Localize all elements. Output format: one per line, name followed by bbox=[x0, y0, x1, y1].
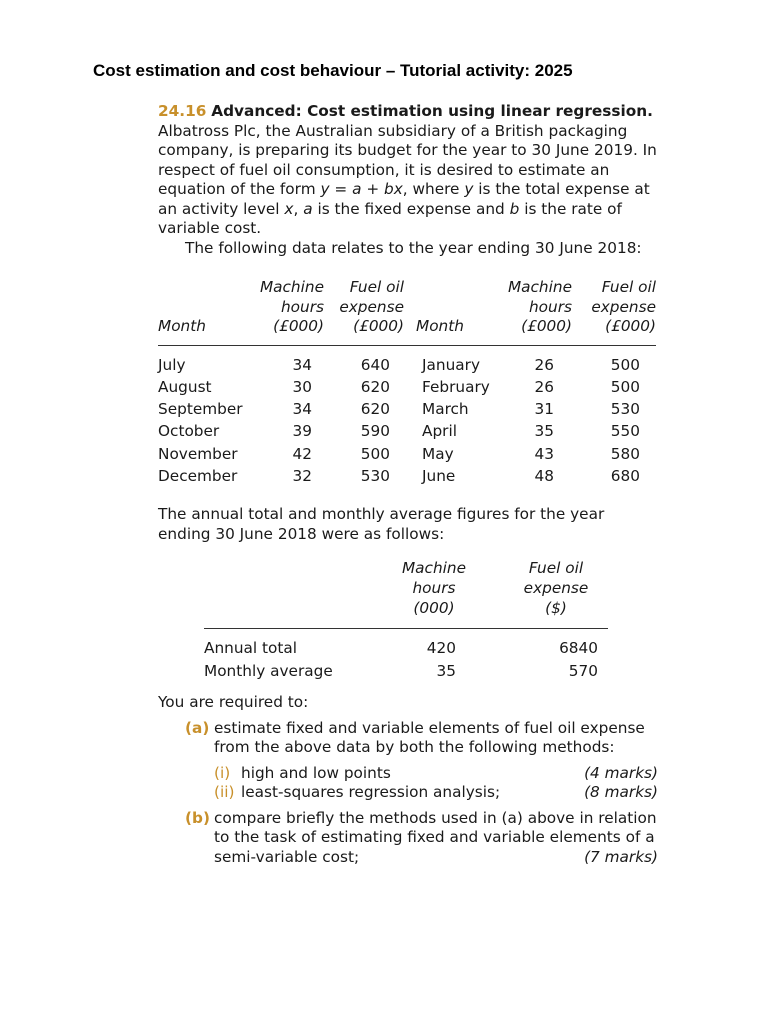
table-cell: March bbox=[422, 400, 469, 419]
col-header-machine-hours bbox=[254, 278, 324, 345]
requirement-b bbox=[185, 809, 658, 868]
table-row bbox=[158, 376, 656, 398]
header-line: hours bbox=[412, 579, 456, 598]
table-row bbox=[158, 420, 656, 442]
eq-part: , bbox=[293, 199, 304, 218]
header-line: (£000) bbox=[273, 317, 324, 335]
header-line: expense bbox=[523, 579, 589, 598]
sub-requirement-line bbox=[241, 783, 658, 803]
table-cell: 31 bbox=[534, 400, 554, 419]
requirement-line bbox=[214, 848, 658, 868]
eq-part: a bbox=[303, 199, 313, 218]
marks-label: (7 marks) bbox=[584, 847, 658, 866]
table-cell: 420 bbox=[426, 639, 456, 658]
sub-requirement-text: high and low points bbox=[241, 763, 391, 782]
table-cell: February bbox=[422, 377, 490, 396]
header-line: ($) bbox=[545, 599, 567, 618]
table-cell: December bbox=[158, 466, 238, 485]
eq-part: = bbox=[329, 180, 353, 198]
table-cell: July bbox=[158, 355, 186, 374]
eq-part: a bbox=[352, 180, 362, 198]
col-header-month: Month bbox=[158, 317, 206, 335]
header-line: Fuel oil bbox=[349, 278, 404, 296]
table-cell: September bbox=[158, 400, 243, 419]
table-cell: 620 bbox=[360, 377, 390, 396]
eq-part: equation of the form bbox=[158, 180, 321, 198]
table-header-row bbox=[204, 558, 608, 629]
table-cell: 620 bbox=[360, 400, 390, 419]
eq-part: y bbox=[464, 180, 474, 198]
requirement-text: compare briefly the methods used in (a) above in relation to the task of estimating fixed and variable elements of a bbox=[214, 808, 657, 847]
summary-table bbox=[204, 558, 608, 683]
col-header-fuel-oil bbox=[324, 278, 404, 345]
col-header-month: Month bbox=[416, 317, 464, 335]
table-cell: 35 bbox=[436, 662, 456, 681]
table-row bbox=[158, 465, 656, 487]
col-header-blank bbox=[204, 558, 364, 629]
table-cell: 34 bbox=[292, 355, 312, 374]
header-line: hours bbox=[280, 297, 324, 316]
requirement-label: (a) bbox=[185, 718, 210, 737]
question-body bbox=[158, 102, 658, 867]
table-row bbox=[158, 345, 656, 376]
table-header-row bbox=[158, 278, 656, 345]
requirement-body bbox=[214, 809, 658, 868]
header-line: expense bbox=[339, 297, 404, 316]
table-row bbox=[204, 660, 608, 683]
header-line: Machine bbox=[401, 559, 467, 578]
col-header-machine-hours bbox=[494, 278, 572, 345]
requirements-intro: You are required to: bbox=[158, 693, 309, 712]
table-cell: April bbox=[422, 422, 457, 441]
header-line: (£000) bbox=[521, 317, 572, 335]
requirement-text-end: semi-variable cost; bbox=[214, 847, 360, 866]
monthly-data-table bbox=[158, 278, 656, 487]
marks-label: (8 marks) bbox=[584, 783, 658, 802]
table-row bbox=[158, 443, 656, 465]
table-cell: 26 bbox=[534, 355, 554, 374]
table-cell: 32 bbox=[292, 466, 312, 485]
eq-part: is the fixed expense and bbox=[312, 199, 510, 218]
table-cell: 35 bbox=[534, 422, 554, 441]
table-cell: 590 bbox=[360, 422, 390, 441]
requirement-a bbox=[185, 719, 658, 803]
table-cell: 530 bbox=[610, 400, 640, 419]
eq-part: , where bbox=[402, 180, 465, 198]
eq-part: + bbox=[361, 180, 384, 198]
question-number: 24.16 bbox=[158, 102, 207, 120]
intro-text: Albatross Plc, the Australian subsidiary of a British packaging company, is preparing its budget for the year to 30 June 2019. In respect of fuel oil consumption, it is desired to estimate an bbox=[158, 121, 657, 179]
table-cell: January bbox=[422, 355, 480, 374]
page-title: Cost estimation and cost behaviour – Tutorial activity: 2025 bbox=[93, 61, 573, 80]
question-heading bbox=[158, 102, 658, 122]
col-header-machine-hours bbox=[364, 558, 504, 629]
table-cell: Annual total bbox=[204, 639, 298, 658]
sub-requirement-label: (i) bbox=[214, 763, 231, 782]
eq-part: b bbox=[509, 199, 520, 218]
table-cell: 680 bbox=[610, 466, 640, 485]
col-header-fuel-oil bbox=[504, 558, 608, 629]
table-cell: 43 bbox=[534, 444, 554, 463]
sub-requirement-i bbox=[214, 764, 658, 784]
header-line: Fuel oil bbox=[528, 559, 584, 578]
table-cell: May bbox=[422, 444, 454, 463]
table-cell: 42 bbox=[292, 444, 312, 463]
table-cell: 570 bbox=[568, 662, 598, 681]
table-cell: 26 bbox=[534, 377, 554, 396]
header-line: Machine bbox=[507, 278, 572, 296]
header-line: expense bbox=[591, 297, 656, 316]
table-cell: 30 bbox=[292, 377, 312, 396]
table-cell: October bbox=[158, 422, 220, 441]
table-cell: 640 bbox=[360, 355, 390, 374]
table-cell: June bbox=[422, 466, 456, 485]
table-cell: 34 bbox=[292, 400, 312, 419]
table-row bbox=[158, 398, 656, 420]
header-line: (£000) bbox=[605, 317, 656, 335]
question-intro bbox=[158, 122, 658, 239]
header-line: (£000) bbox=[353, 317, 404, 335]
table-cell: 580 bbox=[610, 444, 640, 463]
eq-part: x bbox=[284, 199, 294, 218]
table-cell: 500 bbox=[610, 355, 640, 374]
eq-part: is the total expense at an activity level bbox=[158, 180, 650, 218]
requirement-body bbox=[214, 719, 658, 803]
table-cell: August bbox=[158, 377, 212, 396]
sub-requirement-label: (ii) bbox=[214, 783, 235, 802]
header-line: hours bbox=[528, 297, 572, 316]
sub-requirement-text: least-squares regression analysis; bbox=[241, 783, 501, 802]
eq-part: y bbox=[320, 180, 330, 198]
table-cell: 48 bbox=[534, 466, 554, 485]
summary-intro: The annual total and monthly average figures for the year ending 30 June 2018 were as follows: bbox=[158, 505, 605, 543]
data-intro: The following data relates to the year ending 30 June 2018: bbox=[185, 238, 642, 257]
header-line: Fuel oil bbox=[601, 278, 656, 296]
requirement-text: estimate fixed and variable elements of fuel oil expense from the above data by both the following methods: bbox=[214, 718, 645, 757]
table-cell: 6840 bbox=[559, 639, 598, 658]
sub-requirement-ii bbox=[214, 783, 658, 803]
sub-requirement-line bbox=[241, 764, 658, 784]
eq-part: is the rate of variable cost. bbox=[158, 199, 622, 237]
header-line: Machine bbox=[259, 278, 324, 296]
table-cell: 530 bbox=[360, 466, 390, 485]
table-cell: Monthly average bbox=[204, 662, 333, 681]
eq-part: bx bbox=[384, 180, 403, 198]
header-line: (000) bbox=[413, 599, 455, 618]
table-cell: November bbox=[158, 444, 238, 463]
question-title: Advanced: Cost estimation using linear regression. bbox=[211, 102, 653, 120]
col-header-fuel-oil bbox=[572, 278, 656, 345]
table-cell: 550 bbox=[610, 422, 640, 441]
table-row bbox=[204, 629, 608, 661]
marks-label: (4 marks) bbox=[584, 763, 658, 782]
table-cell: 39 bbox=[292, 422, 312, 441]
table-cell: 500 bbox=[360, 444, 390, 463]
table-cell: 500 bbox=[610, 377, 640, 396]
requirement-label: (b) bbox=[185, 808, 210, 827]
